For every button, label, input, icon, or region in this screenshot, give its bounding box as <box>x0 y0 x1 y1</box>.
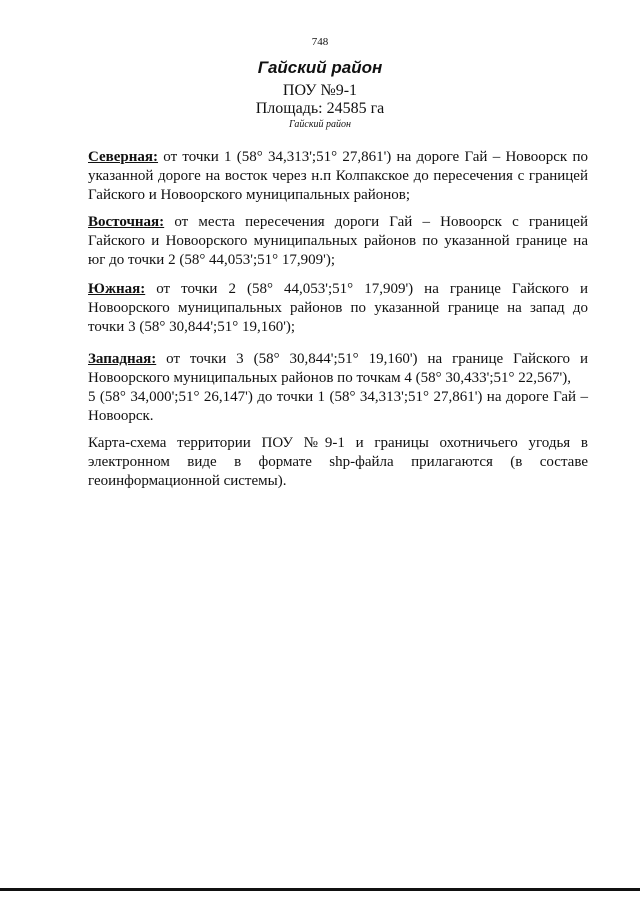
north-boundary-line-3: Гайского и Новоорского муниципальных районов; <box>88 187 411 203</box>
west-boundary-text: от точки 3 (58° 30,844';51° 19,160') на границе Гайского и <box>156 351 588 367</box>
west-boundary-paragraph <box>88 350 588 426</box>
pou-number: ПОУ №9-1 <box>282 82 358 99</box>
east-boundary-line-1 <box>88 213 588 232</box>
west-boundary-line-1 <box>88 350 588 369</box>
south-boundary-line-3: точки 3 (58° 30,844';51° 19,160'); <box>88 319 296 335</box>
east-boundary-line-2: Гайского и Новоорского муниципальных районов по указанной границе на <box>88 233 588 249</box>
east-boundary-line-3: юг до точки 2 (58° 44,053';51° 17,909'); <box>88 252 336 268</box>
map-note-line-1: Карта-схема территории ПОУ №9-1 и границы охотничьего угодья в <box>88 435 588 451</box>
map-note-paragraph <box>88 434 588 491</box>
south-boundary-text: от точки 2 (58° 44,053';51° 17,909') на границе Гайского и <box>145 281 588 297</box>
north-boundary-paragraph <box>88 148 588 205</box>
east-boundary-paragraph <box>88 213 588 270</box>
south-boundary-line-1 <box>88 280 588 299</box>
map-note-line-3: геоинформационной системы). <box>88 473 287 489</box>
bottom-rule <box>0 888 640 891</box>
west-boundary-heading: Западная: <box>88 351 157 367</box>
district-subtitle: Гайский район <box>288 119 352 130</box>
north-boundary-line-1 <box>88 148 588 167</box>
south-boundary-line-2: Новоорского муниципальных районов по указанной границе на запад до <box>88 300 588 316</box>
north-boundary-line-2: указанной дороге на восток через н.п Колпакское до пересечения с границей <box>88 168 588 184</box>
east-boundary-text: от места пересечения дороги Гай – Новоорск с границей <box>164 214 588 230</box>
area-line: Площадь: 24585 га <box>255 100 385 117</box>
north-boundary-text: от точки 1 (58° 34,313';51° 27,861') на дороге Гай – Новоорск по <box>158 149 588 165</box>
district-title: Гайский район <box>257 58 383 77</box>
north-boundary-heading: Северная: <box>88 149 159 165</box>
west-boundary-line-4: Новоорск. <box>88 408 154 424</box>
south-boundary-heading: Южная: <box>88 281 146 297</box>
south-boundary-paragraph <box>88 280 588 337</box>
west-boundary-line-3: 5 (58° 34,000';51° 26,147') до точки 1 (58° 34,313';51° 27,861') на дороге Гай – <box>88 389 588 405</box>
east-boundary-heading: Восточная: <box>88 214 165 230</box>
page-number: 748 <box>311 36 329 48</box>
west-boundary-line-2: Новоорского муниципальных районов по точкам 4 (58° 30,433';51° 22,567'), <box>88 370 571 386</box>
map-note-line-2: электронном виде в формате shp-файла прилагаются (в составе <box>88 454 588 470</box>
